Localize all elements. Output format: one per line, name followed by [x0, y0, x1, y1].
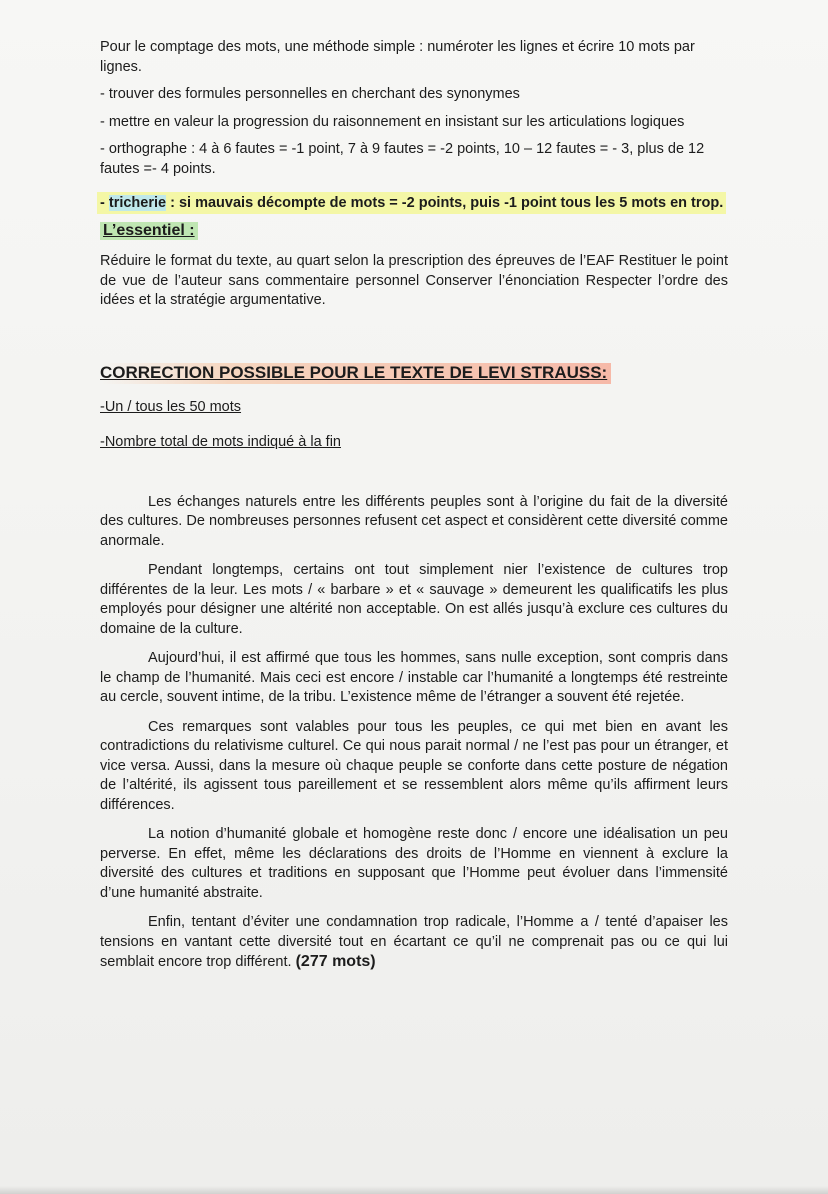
essentiel-heading: L’essentiel :	[100, 222, 198, 240]
word-count: (277 mots)	[295, 953, 376, 970]
correction-rule-total: -Nombre total de mots indiqué à la fin	[100, 434, 341, 450]
cheating-highlight	[100, 195, 723, 211]
summary-paragraph: Ces remarques sont valables pour tous les peuples, ce qui met bien en avant les contradictions du relativisme culturel. Ce qui nous parait normal / ne l’est pas pour un étranger, et vice versa. Aussi, dans la mesure où chaque peuple se conforte dans cette posture de négation de l’altérité, ils agissent tous pareillement et se ressemblent alors même qu’ils affirment leurs différences.	[100, 718, 728, 813]
intro-progression: - mettre en valeur la progression du raisonnement en insistant sur les articulations logiques	[100, 113, 685, 130]
summary-text	[100, 493, 728, 973]
correction-title: CORRECTION POSSIBLE POUR LE TEXTE DE LEVI STRAUSS:	[100, 363, 611, 384]
summary-paragraph: La notion d’humanité globale et homogène reste donc / encore une idéalisation un peu perverse. En effet, même les déclarations des droits de l’Homme en viennent à exclure la diversité des cultures et traditions en supposant que l’Homme peut évoluer dans l’immensité d’une humanité abstraite.	[100, 826, 728, 901]
cheating-dash: -	[100, 195, 109, 211]
summary-last-paragraph	[100, 913, 728, 973]
cheating-keyword: tricherie	[108, 195, 167, 211]
summary-paragraph: Aujourd’hui, il est affirmé que tous les hommes, sans nulle exception, sont compris dans le champ de l’humanité. Mais ceci est encore / instable car l’humanité a longtemps été restreinte au cercle, souvent intime, de la tribu. L’existence même de l’étranger a souvent été rejetée.	[100, 650, 728, 705]
summary-paragraph: Les échanges naturels entre les différents peuples sont à l’origine du fait de la diversité des cultures. De nombreuses personnes refusent cet aspect et considèrent cette diversité comme anormale.	[100, 493, 728, 549]
intro-counting-method: Pour le comptage des mots, une méthode simple : numéroter les lignes et écrire 10 mots par lignes.	[100, 39, 695, 75]
correction-rule-slash: -Un / tous les 50 mots	[100, 398, 242, 415]
intro-synonyms: - trouver des formules personnelles en cherchant des synonymes	[100, 86, 520, 102]
essentiel-text: Réduire le format du texte, au quart selon la prescription des épreuves de l’EAF Restituer le point de vue de l’auteur sans commentaire personnel Conserver l’énonciation Respecter l’ordre des idées et la stratégie argumentative.	[100, 253, 728, 308]
summary-last-text: Enfin, tentant d’éviter une condamnation trop radicale, l’Homme a / tenté d’apaiser les tensions en vantant cette diversité tout en écartant ce qu’il ne comprenait pas ou ce qui lui semblait encore trop différent.	[100, 914, 728, 970]
intro-spelling-penalty: - orthographe : 4 à 6 fautes = -1 point, 7 à 9 fautes = -2 points, 10 – 12 fautes = - 3, plus de 12 fautes =- 4 points.	[100, 141, 705, 177]
cheating-rule: : si mauvais décompte de mots = -2 points, puis -1 point tous les 5 mots en trop.	[166, 195, 724, 211]
summary-paragraph: Pendant longtemps, certains ont tout simplement nier l’existence de cultures trop différentes de la leur. Les mots / « barbare » et « sauvage » demeurent les qualificatifs les plus employés pour désigner une altérité non acceptable. On est allés jusqu’à exclure ces cultures du domaine de la culture.	[100, 562, 728, 637]
cheating-penalty	[100, 193, 728, 214]
